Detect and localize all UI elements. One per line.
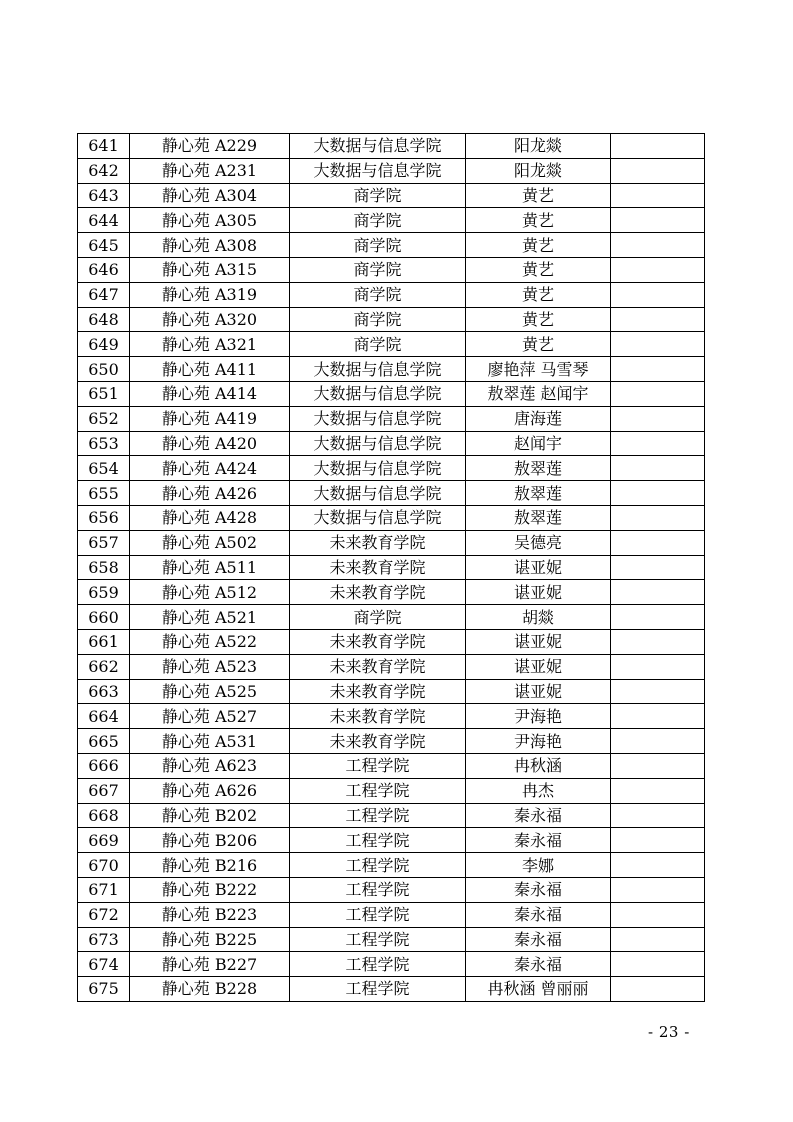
- person-in-charge-cell: 黄艺: [466, 307, 611, 332]
- note-cell: [611, 654, 705, 679]
- person-in-charge-cell: 冉秋涵 曾丽丽: [466, 977, 611, 1002]
- row-number-cell: 666: [78, 753, 130, 778]
- room-cell: 静心苑 B228: [130, 977, 290, 1002]
- college-cell: 工程学院: [290, 952, 466, 977]
- row-number-cell: 644: [78, 208, 130, 233]
- table-row: [78, 208, 705, 233]
- note-cell: [611, 902, 705, 927]
- college-cell: 大数据与信息学院: [290, 481, 466, 506]
- room-cell: 静心苑 A305: [130, 208, 290, 233]
- college-cell: 未来教育学院: [290, 654, 466, 679]
- room-cell: 静心苑 A623: [130, 753, 290, 778]
- note-cell: [611, 828, 705, 853]
- note-cell: [611, 555, 705, 580]
- person-in-charge-cell: 阳龙燚: [466, 134, 611, 159]
- table-row: [78, 357, 705, 382]
- college-cell: 大数据与信息学院: [290, 381, 466, 406]
- person-in-charge-cell: 秦永福: [466, 902, 611, 927]
- room-cell: 静心苑 A304: [130, 183, 290, 208]
- room-cell: 静心苑 A522: [130, 629, 290, 654]
- college-cell: 工程学院: [290, 803, 466, 828]
- person-in-charge-cell: 黄艺: [466, 233, 611, 258]
- college-cell: 商学院: [290, 605, 466, 630]
- table-row: [78, 654, 705, 679]
- row-number-cell: 674: [78, 952, 130, 977]
- person-in-charge-cell: 李娜: [466, 853, 611, 878]
- note-cell: [611, 530, 705, 555]
- college-cell: 大数据与信息学院: [290, 158, 466, 183]
- room-cell: 静心苑 A319: [130, 282, 290, 307]
- note-cell: [611, 803, 705, 828]
- person-in-charge-cell: 秦永福: [466, 803, 611, 828]
- table-row: [78, 183, 705, 208]
- table-row: [78, 580, 705, 605]
- table-row: [78, 679, 705, 704]
- college-cell: 未来教育学院: [290, 629, 466, 654]
- table-row: [78, 803, 705, 828]
- person-in-charge-cell: 谌亚妮: [466, 679, 611, 704]
- room-cell: 静心苑 A315: [130, 257, 290, 282]
- table-row: [78, 307, 705, 332]
- person-in-charge-cell: 黄艺: [466, 257, 611, 282]
- room-cell: 静心苑 B227: [130, 952, 290, 977]
- college-cell: 商学院: [290, 183, 466, 208]
- college-cell: 大数据与信息学院: [290, 406, 466, 431]
- table-row: [78, 282, 705, 307]
- table-row: [78, 828, 705, 853]
- row-number-cell: 657: [78, 530, 130, 555]
- table-row: [78, 158, 705, 183]
- table-row: [78, 406, 705, 431]
- row-number-cell: 651: [78, 381, 130, 406]
- table-row: [78, 233, 705, 258]
- college-cell: 大数据与信息学院: [290, 134, 466, 159]
- room-cell: 静心苑 A231: [130, 158, 290, 183]
- person-in-charge-cell: 尹海艳: [466, 704, 611, 729]
- table-row: [78, 902, 705, 927]
- college-cell: 商学院: [290, 332, 466, 357]
- college-cell: 商学院: [290, 257, 466, 282]
- note-cell: [611, 282, 705, 307]
- table-row: [78, 877, 705, 902]
- row-number-cell: 669: [78, 828, 130, 853]
- row-number-cell: 672: [78, 902, 130, 927]
- room-cell: 静心苑 A420: [130, 431, 290, 456]
- table-row: [78, 530, 705, 555]
- row-number-cell: 652: [78, 406, 130, 431]
- note-cell: [611, 481, 705, 506]
- college-cell: 未来教育学院: [290, 530, 466, 555]
- person-in-charge-cell: 黄艺: [466, 208, 611, 233]
- note-cell: [611, 704, 705, 729]
- room-cell: 静心苑 B206: [130, 828, 290, 853]
- table-row: [78, 605, 705, 630]
- college-cell: 商学院: [290, 208, 466, 233]
- college-cell: 工程学院: [290, 877, 466, 902]
- person-in-charge-cell: 敖翠莲: [466, 481, 611, 506]
- row-number-cell: 661: [78, 629, 130, 654]
- room-cell: 静心苑 A414: [130, 381, 290, 406]
- room-cell: 静心苑 A531: [130, 729, 290, 754]
- row-number-cell: 647: [78, 282, 130, 307]
- row-number-cell: 673: [78, 927, 130, 952]
- person-in-charge-cell: 谌亚妮: [466, 654, 611, 679]
- table-row: [78, 431, 705, 456]
- college-cell: 商学院: [290, 307, 466, 332]
- room-cell: 静心苑 B225: [130, 927, 290, 952]
- table-row: [78, 381, 705, 406]
- note-cell: [611, 853, 705, 878]
- person-in-charge-cell: 黄艺: [466, 183, 611, 208]
- note-cell: [611, 183, 705, 208]
- person-in-charge-cell: 阳龙燚: [466, 158, 611, 183]
- college-cell: 大数据与信息学院: [290, 505, 466, 530]
- person-in-charge-cell: 敖翠莲: [466, 456, 611, 481]
- person-in-charge-cell: 冉杰: [466, 778, 611, 803]
- row-number-cell: 653: [78, 431, 130, 456]
- note-cell: [611, 505, 705, 530]
- row-number-cell: 648: [78, 307, 130, 332]
- note-cell: [611, 629, 705, 654]
- note-cell: [611, 877, 705, 902]
- college-cell: 工程学院: [290, 828, 466, 853]
- row-number-cell: 665: [78, 729, 130, 754]
- note-cell: [611, 134, 705, 159]
- row-number-cell: 667: [78, 778, 130, 803]
- college-cell: 未来教育学院: [290, 729, 466, 754]
- college-cell: 工程学院: [290, 902, 466, 927]
- room-cell: 静心苑 A525: [130, 679, 290, 704]
- room-cell: 静心苑 A229: [130, 134, 290, 159]
- note-cell: [611, 257, 705, 282]
- table-row: [78, 134, 705, 159]
- row-number-cell: 641: [78, 134, 130, 159]
- college-cell: 未来教育学院: [290, 679, 466, 704]
- note-cell: [611, 952, 705, 977]
- person-in-charge-cell: 黄艺: [466, 332, 611, 357]
- college-cell: 大数据与信息学院: [290, 456, 466, 481]
- college-cell: 工程学院: [290, 977, 466, 1002]
- note-cell: [611, 977, 705, 1002]
- room-cell: 静心苑 A527: [130, 704, 290, 729]
- row-number-cell: 671: [78, 877, 130, 902]
- row-number-cell: 664: [78, 704, 130, 729]
- row-number-cell: 654: [78, 456, 130, 481]
- person-in-charge-cell: 吴德亮: [466, 530, 611, 555]
- room-cell: 静心苑 A424: [130, 456, 290, 481]
- college-cell: 未来教育学院: [290, 580, 466, 605]
- table-row: [78, 629, 705, 654]
- room-cell: 静心苑 B202: [130, 803, 290, 828]
- table-row: [78, 927, 705, 952]
- college-cell: 未来教育学院: [290, 555, 466, 580]
- note-cell: [611, 927, 705, 952]
- room-cell: 静心苑 A523: [130, 654, 290, 679]
- table-row: [78, 704, 705, 729]
- room-cell: 静心苑 B222: [130, 877, 290, 902]
- table-row: [78, 729, 705, 754]
- note-cell: [611, 679, 705, 704]
- note-cell: [611, 406, 705, 431]
- row-number-cell: 642: [78, 158, 130, 183]
- person-in-charge-cell: 秦永福: [466, 877, 611, 902]
- room-cell: 静心苑 A428: [130, 505, 290, 530]
- table-row: [78, 977, 705, 1002]
- table-row: [78, 332, 705, 357]
- room-cell: 静心苑 A321: [130, 332, 290, 357]
- room-cell: 静心苑 A320: [130, 307, 290, 332]
- room-cell: 静心苑 A626: [130, 778, 290, 803]
- table-row: [78, 753, 705, 778]
- note-cell: [611, 357, 705, 382]
- row-number-cell: 668: [78, 803, 130, 828]
- table-row: [78, 555, 705, 580]
- person-in-charge-cell: 尹海艳: [466, 729, 611, 754]
- college-cell: 工程学院: [290, 778, 466, 803]
- room-cell: 静心苑 A512: [130, 580, 290, 605]
- person-in-charge-cell: 胡燚: [466, 605, 611, 630]
- row-number-cell: 646: [78, 257, 130, 282]
- row-number-cell: 650: [78, 357, 130, 382]
- note-cell: [611, 158, 705, 183]
- table-row: [78, 481, 705, 506]
- college-cell: 商学院: [290, 282, 466, 307]
- note-cell: [611, 580, 705, 605]
- note-cell: [611, 233, 705, 258]
- row-number-cell: 658: [78, 555, 130, 580]
- person-in-charge-cell: 敖翠莲: [466, 505, 611, 530]
- page-number: - 23 -: [648, 1023, 690, 1041]
- note-cell: [611, 332, 705, 357]
- note-cell: [611, 431, 705, 456]
- college-cell: 未来教育学院: [290, 704, 466, 729]
- row-number-cell: 645: [78, 233, 130, 258]
- person-in-charge-cell: 秦永福: [466, 927, 611, 952]
- college-cell: 大数据与信息学院: [290, 357, 466, 382]
- row-number-cell: 663: [78, 679, 130, 704]
- room-cell: 静心苑 A502: [130, 530, 290, 555]
- person-in-charge-cell: 秦永福: [466, 952, 611, 977]
- college-cell: 商学院: [290, 233, 466, 258]
- note-cell: [611, 729, 705, 754]
- row-number-cell: 655: [78, 481, 130, 506]
- person-in-charge-cell: 谌亚妮: [466, 555, 611, 580]
- row-number-cell: 675: [78, 977, 130, 1002]
- room-cell: 静心苑 A308: [130, 233, 290, 258]
- table-row: [78, 952, 705, 977]
- college-cell: 工程学院: [290, 753, 466, 778]
- row-number-cell: 670: [78, 853, 130, 878]
- person-in-charge-cell: 赵闻宇: [466, 431, 611, 456]
- row-number-cell: 659: [78, 580, 130, 605]
- table-row: [78, 505, 705, 530]
- person-in-charge-cell: 秦永福: [466, 828, 611, 853]
- college-cell: 大数据与信息学院: [290, 431, 466, 456]
- table-body: [78, 134, 705, 1002]
- person-in-charge-cell: 冉秋涵: [466, 753, 611, 778]
- person-in-charge-cell: 廖艳萍 马雪琴: [466, 357, 611, 382]
- room-cell: 静心苑 A511: [130, 555, 290, 580]
- note-cell: [611, 605, 705, 630]
- row-number-cell: 662: [78, 654, 130, 679]
- person-in-charge-cell: 谌亚妮: [466, 580, 611, 605]
- note-cell: [611, 778, 705, 803]
- dormitory-assignment-table: [77, 133, 705, 1002]
- person-in-charge-cell: 黄艺: [466, 282, 611, 307]
- note-cell: [611, 307, 705, 332]
- person-in-charge-cell: 谌亚妮: [466, 629, 611, 654]
- room-cell: 静心苑 A426: [130, 481, 290, 506]
- note-cell: [611, 456, 705, 481]
- row-number-cell: 656: [78, 505, 130, 530]
- college-cell: 工程学院: [290, 853, 466, 878]
- table-row: [78, 456, 705, 481]
- room-cell: 静心苑 B216: [130, 853, 290, 878]
- row-number-cell: 649: [78, 332, 130, 357]
- room-cell: 静心苑 A411: [130, 357, 290, 382]
- room-cell: 静心苑 A419: [130, 406, 290, 431]
- table-row: [78, 778, 705, 803]
- room-cell: 静心苑 B223: [130, 902, 290, 927]
- row-number-cell: 643: [78, 183, 130, 208]
- row-number-cell: 660: [78, 605, 130, 630]
- table-row: [78, 257, 705, 282]
- note-cell: [611, 381, 705, 406]
- note-cell: [611, 208, 705, 233]
- college-cell: 工程学院: [290, 927, 466, 952]
- person-in-charge-cell: 敖翠莲 赵闻宇: [466, 381, 611, 406]
- note-cell: [611, 753, 705, 778]
- table-row: [78, 853, 705, 878]
- room-cell: 静心苑 A521: [130, 605, 290, 630]
- person-in-charge-cell: 唐海莲: [466, 406, 611, 431]
